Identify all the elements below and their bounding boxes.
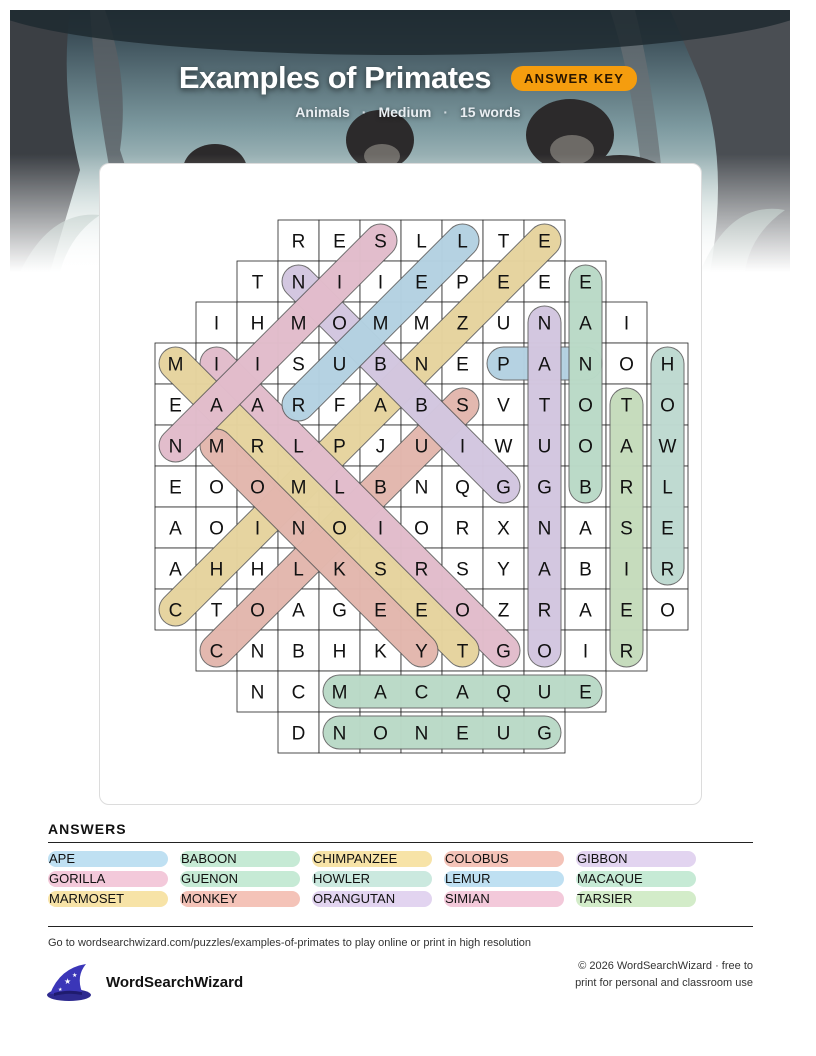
grid-letter: R bbox=[660, 559, 675, 581]
grid-letter: L bbox=[416, 231, 427, 253]
grid-letter: I bbox=[377, 518, 384, 540]
grid-letter: N bbox=[291, 272, 306, 294]
answer-gorilla bbox=[48, 871, 168, 887]
grid-letter: P bbox=[497, 354, 510, 376]
grid-letter: I bbox=[254, 518, 261, 540]
grid-letter: D bbox=[291, 723, 306, 745]
answer-label: GORILLA bbox=[49, 871, 106, 886]
grid-letter: L bbox=[662, 477, 673, 499]
grid-letter: N bbox=[250, 682, 265, 704]
grid-letter: O bbox=[660, 395, 675, 417]
grid-letter: A bbox=[251, 395, 264, 417]
grid-letter: E bbox=[333, 231, 346, 253]
answer-simian bbox=[444, 891, 564, 907]
grid-letter: N bbox=[537, 313, 552, 335]
grid-letter: I bbox=[623, 313, 630, 335]
puzzle-meta bbox=[0, 104, 816, 120]
grid-letter: N bbox=[250, 641, 265, 663]
grid-letter: R bbox=[619, 477, 634, 499]
grid-letter: A bbox=[579, 313, 592, 335]
difficulty-label: Medium bbox=[378, 104, 432, 120]
grid-letter: O bbox=[578, 436, 593, 458]
grid-letter: M bbox=[290, 313, 307, 335]
grid-letter: U bbox=[537, 682, 552, 704]
grid-letter: N bbox=[414, 723, 429, 745]
answer-macaque bbox=[576, 871, 696, 887]
answers-heading: ANSWERS bbox=[48, 821, 127, 837]
grid-letter: U bbox=[496, 723, 511, 745]
grid-letter: O bbox=[578, 395, 593, 417]
grid-letter: I bbox=[254, 354, 261, 376]
grid-letter: A bbox=[210, 395, 223, 417]
footer-url-text: Go to wordsearchwizard.com/puzzles/examples-of-primates to play online or print in high resolution bbox=[48, 937, 532, 949]
grid-letter: A bbox=[620, 436, 633, 458]
grid-letter: U bbox=[537, 436, 552, 458]
grid-letter: M bbox=[331, 682, 348, 704]
answer-monkey bbox=[180, 891, 300, 907]
grid-letter: H bbox=[209, 559, 224, 581]
grid-letter: A bbox=[456, 682, 469, 704]
grid-letter: A bbox=[579, 518, 592, 540]
word-count-label: 15 words bbox=[460, 104, 521, 120]
grid-letter: R bbox=[291, 395, 306, 417]
grid-letter: C bbox=[291, 682, 306, 704]
title-row bbox=[0, 60, 816, 96]
grid-letter: B bbox=[579, 559, 592, 581]
svg-text:★: ★ bbox=[72, 972, 78, 979]
grid-letter: S bbox=[292, 354, 305, 376]
grid-letter: E bbox=[415, 272, 428, 294]
answer-label: COLOBUS bbox=[445, 851, 509, 866]
grid-letter: B bbox=[374, 354, 387, 376]
grid-letter: O bbox=[373, 723, 388, 745]
grid-letter: N bbox=[414, 477, 429, 499]
grid-letter: N bbox=[332, 723, 347, 745]
grid-letter: E bbox=[456, 723, 469, 745]
answer-label: MACAQUE bbox=[577, 871, 643, 886]
grid-letter: C bbox=[168, 600, 183, 622]
grid-letter: U bbox=[414, 436, 429, 458]
grid-letter: C bbox=[414, 682, 429, 704]
answer-baboon bbox=[180, 851, 300, 867]
grid-letter: H bbox=[332, 641, 347, 663]
word-search-grid bbox=[100, 164, 703, 806]
grid-letter: O bbox=[250, 477, 265, 499]
answer-gibbon bbox=[576, 851, 696, 867]
svg-text:★: ★ bbox=[58, 987, 63, 993]
grid-letter: Z bbox=[456, 313, 469, 335]
grid-letter: W bbox=[658, 436, 677, 458]
meta-separator: · bbox=[443, 104, 448, 120]
grid-letter: E bbox=[620, 600, 633, 622]
page-title: Examples of Primates bbox=[178, 60, 492, 95]
grid-letter: A bbox=[169, 559, 182, 581]
grid-letter: A bbox=[169, 518, 182, 540]
grid-letter: S bbox=[620, 518, 633, 540]
grid-letter: E bbox=[579, 272, 592, 294]
grid-letter: O bbox=[455, 600, 470, 622]
grid-letter: O bbox=[209, 518, 224, 540]
grid-letter: F bbox=[333, 395, 346, 417]
answer-ape bbox=[48, 851, 168, 867]
answer-key-badge: ANSWER KEY bbox=[511, 66, 637, 91]
svg-text:★: ★ bbox=[64, 977, 72, 986]
grid-letter: T bbox=[538, 395, 551, 417]
grid-letter: Y bbox=[415, 641, 428, 663]
grid-letter: B bbox=[374, 477, 387, 499]
answer-marmoset bbox=[48, 891, 168, 907]
grid-letter: A bbox=[374, 395, 387, 417]
grid-letter: E bbox=[374, 600, 387, 622]
grid-letter: J bbox=[375, 436, 386, 458]
grid-letter: Q bbox=[455, 477, 470, 499]
grid-letter: N bbox=[537, 518, 552, 540]
answer-label: HOWLER bbox=[313, 871, 371, 886]
answer-label: BABOON bbox=[181, 851, 237, 866]
grid-letter: M bbox=[208, 436, 225, 458]
grid-letter: S bbox=[456, 395, 469, 417]
answer-label: APE bbox=[49, 851, 76, 866]
grid-letter: N bbox=[578, 354, 593, 376]
grid-letter: A bbox=[538, 559, 551, 581]
grid-letter: Q bbox=[496, 682, 511, 704]
grid-letter: C bbox=[209, 641, 224, 663]
category-label: Animals bbox=[295, 104, 350, 120]
grid-letter: M bbox=[167, 354, 184, 376]
grid-letter: G bbox=[537, 723, 552, 745]
answer-label: ORANGUTAN bbox=[313, 891, 396, 906]
answer-orangutan bbox=[312, 891, 432, 907]
grid-letter: S bbox=[374, 231, 387, 253]
grid-letter: Y bbox=[497, 559, 510, 581]
grid-letter: I bbox=[582, 641, 589, 663]
grid-letter: E bbox=[538, 272, 551, 294]
answer-label: SIMIAN bbox=[445, 891, 490, 906]
grid-letter: L bbox=[293, 436, 304, 458]
grid-letter: O bbox=[332, 313, 347, 335]
grid-letter: I bbox=[213, 354, 220, 376]
answer-label: MARMOSET bbox=[49, 891, 125, 906]
grid-letter: I bbox=[377, 272, 384, 294]
grid-letter: R bbox=[455, 518, 470, 540]
grid-letter: B bbox=[415, 395, 428, 417]
grid-letter: E bbox=[579, 682, 592, 704]
grid-letter: E bbox=[415, 600, 428, 622]
grid-letter: R bbox=[537, 600, 552, 622]
grid-letter: O bbox=[250, 600, 265, 622]
grid-letter: H bbox=[250, 313, 265, 335]
grid-letter: N bbox=[414, 354, 429, 376]
answer-label: TARSIER bbox=[577, 891, 633, 906]
grid-letter: N bbox=[168, 436, 183, 458]
grid-letter: E bbox=[169, 395, 182, 417]
answer-label: GIBBON bbox=[577, 851, 628, 866]
grid-letter: I bbox=[213, 313, 220, 335]
grid-letter: T bbox=[210, 600, 223, 622]
grid-letter: U bbox=[332, 354, 347, 376]
grid-letter: E bbox=[661, 518, 674, 540]
answer-chimpanzee bbox=[312, 851, 432, 867]
answer-lemur bbox=[444, 871, 564, 887]
grid-letter: U bbox=[496, 313, 511, 335]
brand-name: WordSearchWizard bbox=[106, 973, 244, 991]
answers-list bbox=[48, 851, 708, 907]
grid-letter: V bbox=[497, 395, 510, 417]
answer-tarsier bbox=[576, 891, 696, 907]
grid-letter: H bbox=[660, 354, 675, 376]
brand[interactable] bbox=[46, 962, 243, 1002]
grid-letter: G bbox=[332, 600, 347, 622]
grid-letter: W bbox=[494, 436, 513, 458]
grid-letter: G bbox=[496, 477, 511, 499]
grid-letter: X bbox=[497, 518, 510, 540]
grid-letter: T bbox=[497, 231, 510, 253]
grid-letter: A bbox=[579, 600, 592, 622]
grid-letter: I bbox=[623, 559, 630, 581]
grid-letter: R bbox=[619, 641, 634, 663]
grid-letter: R bbox=[291, 231, 306, 253]
grid-letter: L bbox=[293, 559, 304, 581]
grid-letter: O bbox=[332, 518, 347, 540]
grid-letter: T bbox=[456, 641, 469, 663]
grid-letter: B bbox=[579, 477, 592, 499]
grid-letter: P bbox=[456, 272, 469, 294]
copyright-text: © 2026 WordSearchWizard · free to print for personal and classroom use bbox=[575, 960, 753, 989]
divider bbox=[48, 926, 753, 927]
answer-colobus bbox=[444, 851, 564, 867]
meta-separator: · bbox=[361, 104, 367, 120]
grid-letter: K bbox=[374, 641, 387, 663]
divider bbox=[48, 842, 753, 843]
grid-letter: M bbox=[413, 313, 430, 335]
grid-letter: S bbox=[456, 559, 469, 581]
grid-letter: M bbox=[290, 477, 307, 499]
grid-letter: A bbox=[374, 682, 387, 704]
grid-letter: O bbox=[660, 600, 675, 622]
grid-letter: I bbox=[459, 436, 466, 458]
grid-letter: O bbox=[619, 354, 634, 376]
grid-letter: Z bbox=[497, 600, 510, 622]
grid-letter: R bbox=[414, 559, 429, 581]
answer-guenon bbox=[180, 871, 300, 887]
grid-letter: B bbox=[292, 641, 305, 663]
grid-letter: T bbox=[251, 272, 264, 294]
grid-letter: E bbox=[538, 231, 551, 253]
wizard-hat-icon bbox=[46, 962, 92, 1002]
answer-label: MONKEY bbox=[181, 891, 238, 906]
grid-letter: R bbox=[250, 436, 265, 458]
grid-letter: S bbox=[374, 559, 387, 581]
grid-letter: K bbox=[333, 559, 346, 581]
grid-letter: N bbox=[291, 518, 306, 540]
grid-letter: T bbox=[620, 395, 633, 417]
grid-letter: O bbox=[537, 641, 552, 663]
grid-letter: L bbox=[457, 231, 468, 253]
grid-letter: O bbox=[209, 477, 224, 499]
answer-label: LEMUR bbox=[445, 871, 491, 886]
answer-label: GUENON bbox=[181, 871, 239, 886]
grid-letter: G bbox=[496, 641, 511, 663]
grid-letter: E bbox=[169, 477, 182, 499]
grid-letter: A bbox=[538, 354, 551, 376]
grid-letter: E bbox=[497, 272, 510, 294]
grid-letter: P bbox=[333, 436, 346, 458]
grid-letter: O bbox=[414, 518, 429, 540]
answer-howler bbox=[312, 871, 432, 887]
grid-letter: H bbox=[250, 559, 265, 581]
grid-letter: G bbox=[537, 477, 552, 499]
grid-letter: I bbox=[336, 272, 343, 294]
grid-letter: E bbox=[456, 354, 469, 376]
grid-letter: L bbox=[334, 477, 345, 499]
grid-letter: A bbox=[292, 600, 305, 622]
grid-letter: M bbox=[372, 313, 389, 335]
answer-label: CHIMPANZEE bbox=[313, 851, 398, 866]
puzzle-card bbox=[99, 163, 702, 805]
